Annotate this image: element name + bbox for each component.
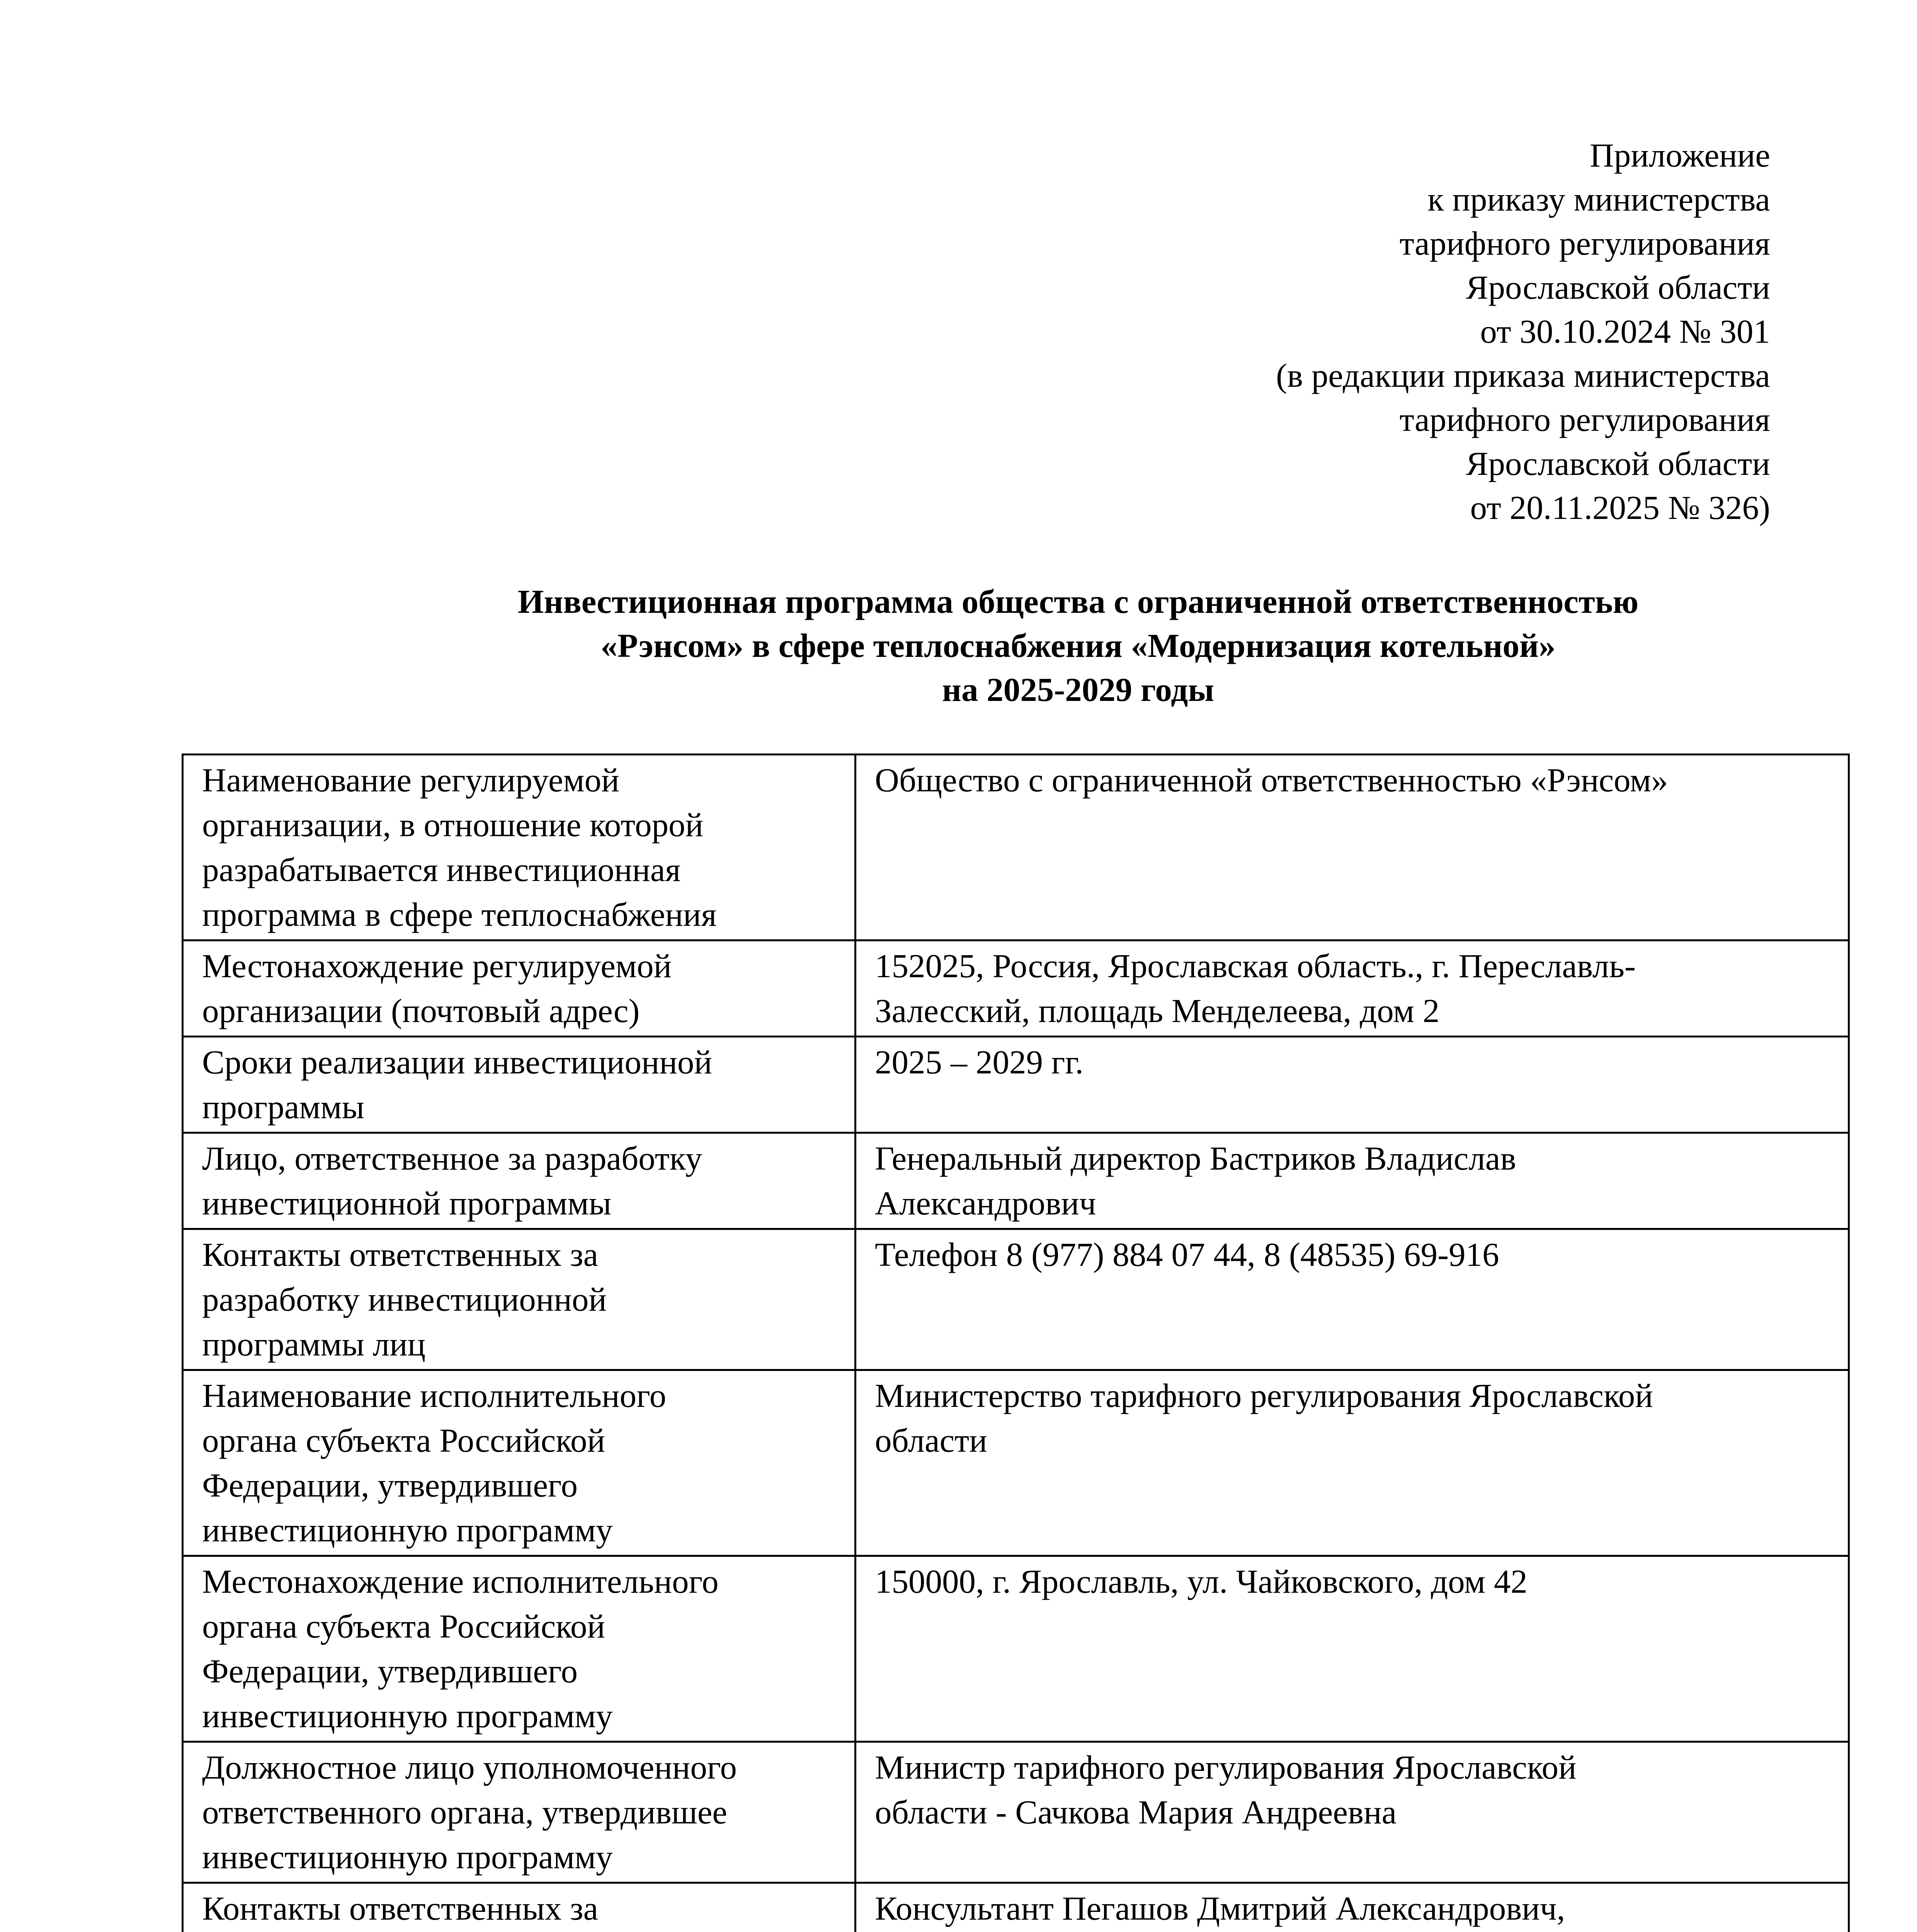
row-label-line: Федерации, утвердившего bbox=[202, 1466, 578, 1504]
row-label-line: Местонахождение регулируемой bbox=[202, 947, 672, 985]
program-info-table bbox=[182, 753, 1850, 1932]
row-value-cell bbox=[856, 1037, 1849, 1133]
row-label-line: инвестиционную программу bbox=[202, 1838, 613, 1876]
row-label-cell bbox=[183, 1370, 856, 1556]
appendix-line: к приказу министерства bbox=[1427, 180, 1770, 218]
table-row bbox=[183, 1742, 1849, 1883]
row-value-cell bbox=[856, 1556, 1849, 1742]
row-label-line: организации (почтовый адрес) bbox=[202, 992, 640, 1029]
row-label-line: ответственного органа, утвердившее bbox=[202, 1793, 727, 1831]
row-label-line: органа субъекта Российской bbox=[202, 1422, 606, 1459]
row-value-line: 2025 – 2029 гг. bbox=[875, 1043, 1084, 1081]
row-value-cell bbox=[856, 1229, 1849, 1370]
program-info-table-body bbox=[183, 755, 1849, 1932]
row-label-cell bbox=[183, 940, 856, 1037]
row-label-cell bbox=[183, 1133, 856, 1229]
row-value-line: Генеральный директор Бастриков Владислав bbox=[875, 1139, 1516, 1177]
row-value-line: 152025, Россия, Ярославская область., г. Переславль- bbox=[875, 947, 1636, 985]
table-row bbox=[183, 1037, 1849, 1133]
title-line: на 2025-2029 годы bbox=[942, 671, 1214, 708]
row-value-line: 150000, г. Ярославль, ул. Чайковского, дом 42 bbox=[875, 1563, 1527, 1600]
row-label-line: Должностное лицо уполномоченного bbox=[202, 1748, 737, 1786]
appendix-line: Приложение bbox=[1590, 136, 1770, 174]
row-value-line: Телефон 8 (977) 884 07 44, 8 (48535) 69-916 bbox=[875, 1236, 1499, 1273]
row-label-line: программы лиц bbox=[202, 1325, 426, 1363]
document-title bbox=[402, 580, 1754, 712]
title-line: Инвестиционная программа общества с ограниченной ответственностью bbox=[517, 583, 1639, 620]
row-value-cell bbox=[856, 940, 1849, 1037]
row-value-cell bbox=[856, 755, 1849, 940]
table-row bbox=[183, 1133, 1849, 1229]
row-value-cell bbox=[856, 1742, 1849, 1883]
row-label-line: инвестиционную программу bbox=[202, 1697, 613, 1735]
row-value-line: Министерство тарифного регулирования Ярославской bbox=[875, 1377, 1653, 1414]
row-value-line: области - Сачкова Мария Андреевна bbox=[875, 1793, 1397, 1831]
row-label-cell bbox=[183, 1742, 856, 1883]
row-label-line: органа субъекта Российской bbox=[202, 1607, 606, 1645]
appendix-line: тарифного регулирования bbox=[1399, 401, 1770, 438]
row-label-line: Контакты ответственных за bbox=[202, 1889, 599, 1927]
row-label-cell bbox=[183, 755, 856, 940]
row-label-cell bbox=[183, 1037, 856, 1133]
appendix-line: от 30.10.2024 № 301 bbox=[1480, 313, 1770, 350]
row-value-cell bbox=[856, 1883, 1849, 1932]
row-label-cell bbox=[183, 1556, 856, 1742]
row-label-line: инвестиционную программу bbox=[202, 1511, 613, 1549]
row-value-cell bbox=[856, 1133, 1849, 1229]
row-label-line: инвестиционной программы bbox=[202, 1184, 612, 1222]
row-value-line: Александрович bbox=[875, 1184, 1096, 1222]
row-label-line: разрабатывается инвестиционная bbox=[202, 851, 681, 888]
row-label-line: организации, в отношение которой bbox=[202, 806, 704, 844]
appendix-line: Ярославской области bbox=[1466, 445, 1770, 482]
table-row bbox=[183, 1370, 1849, 1556]
row-label-line: Наименование исполнительного bbox=[202, 1377, 667, 1414]
row-value-line: Общество с ограниченной ответственностью «Рэнсом» bbox=[875, 761, 1668, 799]
row-value-line: Консультант Пегашов Дмитрий Александрович, bbox=[875, 1889, 1565, 1927]
table-row bbox=[183, 755, 1849, 940]
row-value-cell bbox=[856, 1370, 1849, 1556]
row-value-line: Залесский, площадь Менделеева, дом 2 bbox=[875, 992, 1440, 1029]
row-label-line: программа в сфере теплоснабжения bbox=[202, 896, 717, 933]
table-row bbox=[183, 1883, 1849, 1932]
row-label-line: разработку инвестиционной bbox=[202, 1281, 607, 1318]
title-line: «Рэнсом» в сфере теплоснабжения «Модернизация котельной» bbox=[600, 627, 1556, 664]
row-label-line: Наименование регулируемой bbox=[202, 761, 619, 799]
row-value-line: области bbox=[875, 1422, 987, 1459]
appendix-line: тарифного регулирования bbox=[1399, 224, 1770, 262]
table-row bbox=[183, 940, 1849, 1037]
table-row bbox=[183, 1556, 1849, 1742]
row-label-line: Федерации, утвердившего bbox=[202, 1652, 578, 1690]
appendix-line: (в редакции приказа министерства bbox=[1276, 357, 1770, 394]
row-label-line: Местонахождение исполнительного bbox=[202, 1563, 719, 1600]
appendix-block bbox=[997, 133, 1770, 530]
appendix-line: от 20.11.2025 № 326) bbox=[1470, 489, 1770, 526]
row-label-line: Лицо, ответственное за разработку bbox=[202, 1139, 703, 1177]
row-label-line: программы bbox=[202, 1088, 364, 1126]
row-label-line: Контакты ответственных за bbox=[202, 1236, 599, 1273]
row-value-line: Министр тарифного регулирования Ярославской bbox=[875, 1748, 1577, 1786]
row-label-line: Сроки реализации инвестиционной bbox=[202, 1043, 712, 1081]
row-label-cell bbox=[183, 1229, 856, 1370]
table-row bbox=[183, 1229, 1849, 1370]
row-label-cell bbox=[183, 1883, 856, 1932]
appendix-line: Ярославской области bbox=[1466, 269, 1770, 306]
